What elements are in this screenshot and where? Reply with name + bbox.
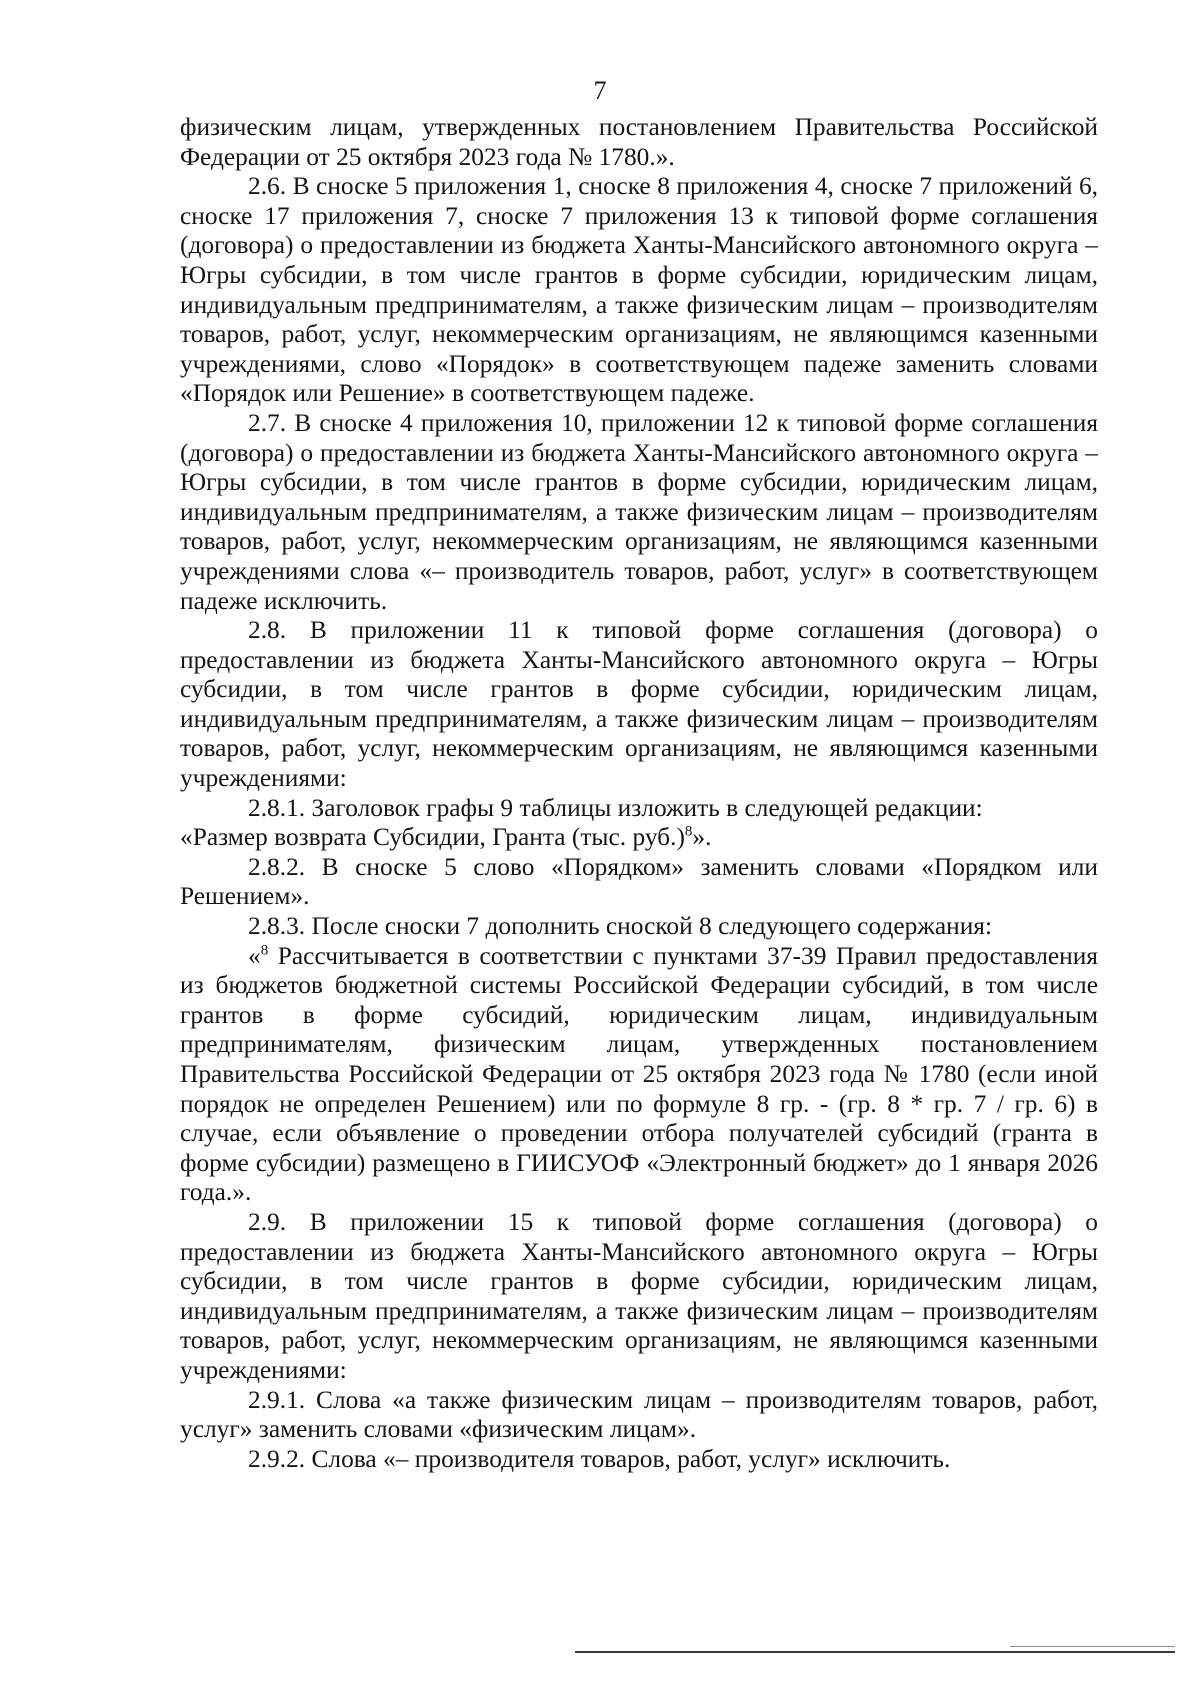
paragraph-2-9-2: 2.9.2. Слова «– производителя товаров, работ, услуг» исключить. bbox=[248, 1444, 951, 1473]
page-number: 7 bbox=[593, 76, 607, 105]
paragraph: физическим лицам, утвержденных постановлением Правительства Российской Федерации от 25 октября 2023 года № 1780.». bbox=[180, 113, 1098, 171]
paragraph-2-8-1: 2.8.1. Заголовок графы 9 таблицы изложить в следующей редакции: bbox=[248, 793, 983, 822]
paragraph-2-9: 2.9. В приложении 15 к типовой форме соглашения (договора) о предоставлении из бюджета Ханты-Мансийского автономного округа – Югры субсидии, в том числе грантов в форме субсидии, юридическим лицам, индивидуальным предпринимателям, а также физическим лицам – производителям товаров, работ, услуг, некоммерческим организациям, не являющимся казенными учреждениями: bbox=[180, 1207, 1098, 1384]
paragraph-footnote-8 bbox=[180, 942, 1098, 1208]
footnote-marker: 8 bbox=[684, 823, 693, 840]
scan-bottom-line bbox=[575, 1651, 1175, 1653]
footnote-open-quote: « bbox=[248, 941, 261, 970]
column-heading-text: «Размер возврата Субсидии, Гранта (тыс. руб.) bbox=[180, 823, 685, 852]
paragraph-2-6: 2.6. В сноске 5 приложения 1, сноске 8 приложения 4, сноске 7 приложений 6, сноске 17 приложения 7, сноске 7 приложения 13 к типовой форме соглашения (договора) о предоставлении из бюджета Ханты-Мансийского автономного округа – Югры субсидии, в том числе грантов в форме субсидии, юридическим лицам, индивидуальным предпринимателям, а также физическим лицам – производителям товаров, работ, услуг, некоммерческим организациям, не являющимся казенными учреждениями, слово «Порядок» в соответствующем падеже заменить словами «Порядок или Решение» в соответствующем падеже. bbox=[180, 172, 1098, 408]
paragraph-column-heading bbox=[180, 823, 1098, 853]
paragraph-2-8: 2.8. В приложении 11 к типовой форме соглашения (договора) о предоставлении из бюджета Ханты-Мансийского автономного округа – Югры субсидии, в том числе грантов в форме субсидии, юридическим лицам, индивидуальным предпринимателям, а также физическим лицам – производителям товаров, работ, услуг, некоммерческим организациям, не являющимся казенными учреждениями: bbox=[180, 616, 1098, 793]
paragraph-2-8-3: 2.8.3. После сноски 7 дополнить сноской 8 следующего содержания: bbox=[248, 912, 993, 941]
paragraph-2-9-1: 2.9.1. Слова «а также физическим лицам – производителям товаров, работ, услуг» заменить словами «физическим лицам». bbox=[180, 1385, 1098, 1444]
document-body bbox=[180, 113, 1098, 1474]
scan-edge-line bbox=[1010, 1646, 1175, 1647]
footnote-marker: 8 bbox=[260, 942, 269, 959]
paragraph-2-7: 2.7. В сноске 4 приложения 10, приложении 12 к типовой форме соглашения (договора) о предоставлении из бюджета Ханты-Мансийского автономного округа – Югры субсидии, в том числе грантов в форме субсидии, юридическим лицам, индивидуальным предпринимателям, а также физическим лицам – производителям товаров, работ, услуг, некоммерческим организациям, не являющимся казенными учреждениями слова «– производитель товаров, работ, услуг» в соответствующем падеже исключить. bbox=[180, 408, 1098, 615]
footnote-text: Рассчитывается в соответствии с пунктами 37-39 Правил предоставления из бюджетов бюджетной системы Российской Федерации субсидий, в том числе грантов в форме субсидий, юридическим лицам, индивидуальным предпринимателям, физическим лицам, утвержденных постановлением Правительства Российской Федерации от 25 октября 2023 года № 1780 (если иной порядок не определен Решением) или по формуле 8 гр. - (гр. 8 * гр. 7 / гр. 6) в случае, если объявление о проведении отбора получателей субсидий (гранта в форме субсидии) размещено в ГИИСУОФ «Электронный бюджет» до 1 января 2026 года.». bbox=[180, 941, 1098, 1207]
column-heading-close: ». bbox=[692, 823, 712, 852]
paragraph-2-8-2: 2.8.2. В сноске 5 слово «Порядком» заменить словами «Порядком или Решением». bbox=[180, 852, 1098, 911]
